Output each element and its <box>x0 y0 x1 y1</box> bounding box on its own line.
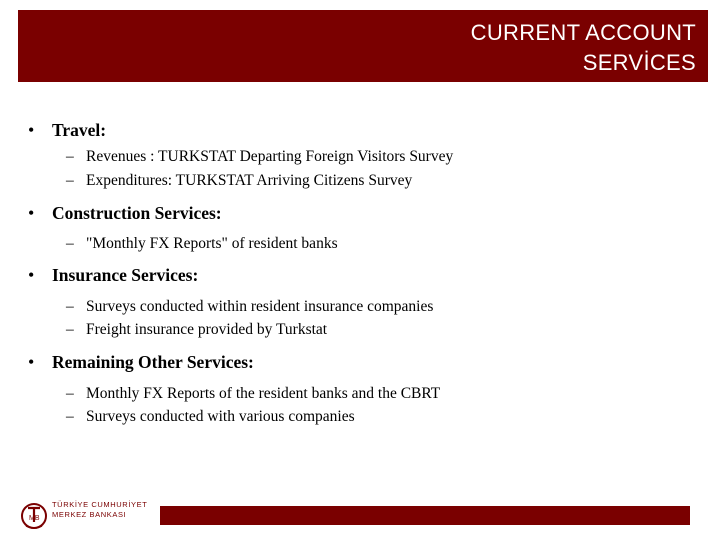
page-title-line-2: SERVİCES <box>582 50 696 75</box>
bullet-icon: • <box>28 203 35 223</box>
page-title-line-1: CURRENT ACCOUNT <box>470 20 696 45</box>
logo-text <box>52 500 147 520</box>
section-heading-construction: • Construction Services: <box>28 203 222 223</box>
dash-icon: – <box>66 235 74 252</box>
list-item: – Expenditures: TURKSTAT Arriving Citizens Survey <box>66 172 413 189</box>
svg-text:MB: MB <box>29 515 40 522</box>
logo-text-line-2: MERKEZ BANKASI <box>52 510 127 519</box>
section-heading-insurance: • Insurance Services: <box>28 265 199 285</box>
bullet-icon: • <box>28 120 35 140</box>
dash-icon: – <box>66 172 74 189</box>
tcmb-logo-icon <box>20 498 50 530</box>
section-heading-travel: • Travel: <box>28 120 107 140</box>
list-item: – Surveys conducted with various companies <box>66 408 355 425</box>
list-item: – Freight insurance provided by Turkstat <box>66 321 328 338</box>
logo-text-line-1: TÜRKİYE CUMHURİYET <box>52 500 148 509</box>
bullet-icon: • <box>28 265 35 285</box>
dash-icon: – <box>66 385 74 402</box>
dash-icon: – <box>66 321 74 338</box>
list-item: – Surveys conducted within resident insurance companies <box>66 298 434 315</box>
logo <box>20 498 160 530</box>
dash-icon: – <box>66 148 74 165</box>
header-bar <box>18 10 708 82</box>
page-title <box>471 18 696 78</box>
footer-bar <box>160 506 690 525</box>
dash-icon: – <box>66 298 74 315</box>
dash-icon: – <box>66 408 74 425</box>
list-item: – "Monthly FX Reports" of resident banks <box>66 235 338 252</box>
list-item: – Monthly FX Reports of the resident banks and the CBRT <box>66 385 441 402</box>
section-heading-remaining: • Remaining Other Services: <box>28 352 254 372</box>
bullet-icon: • <box>28 352 35 372</box>
list-item: – Revenues : TURKSTAT Departing Foreign Visitors Survey <box>66 148 454 165</box>
